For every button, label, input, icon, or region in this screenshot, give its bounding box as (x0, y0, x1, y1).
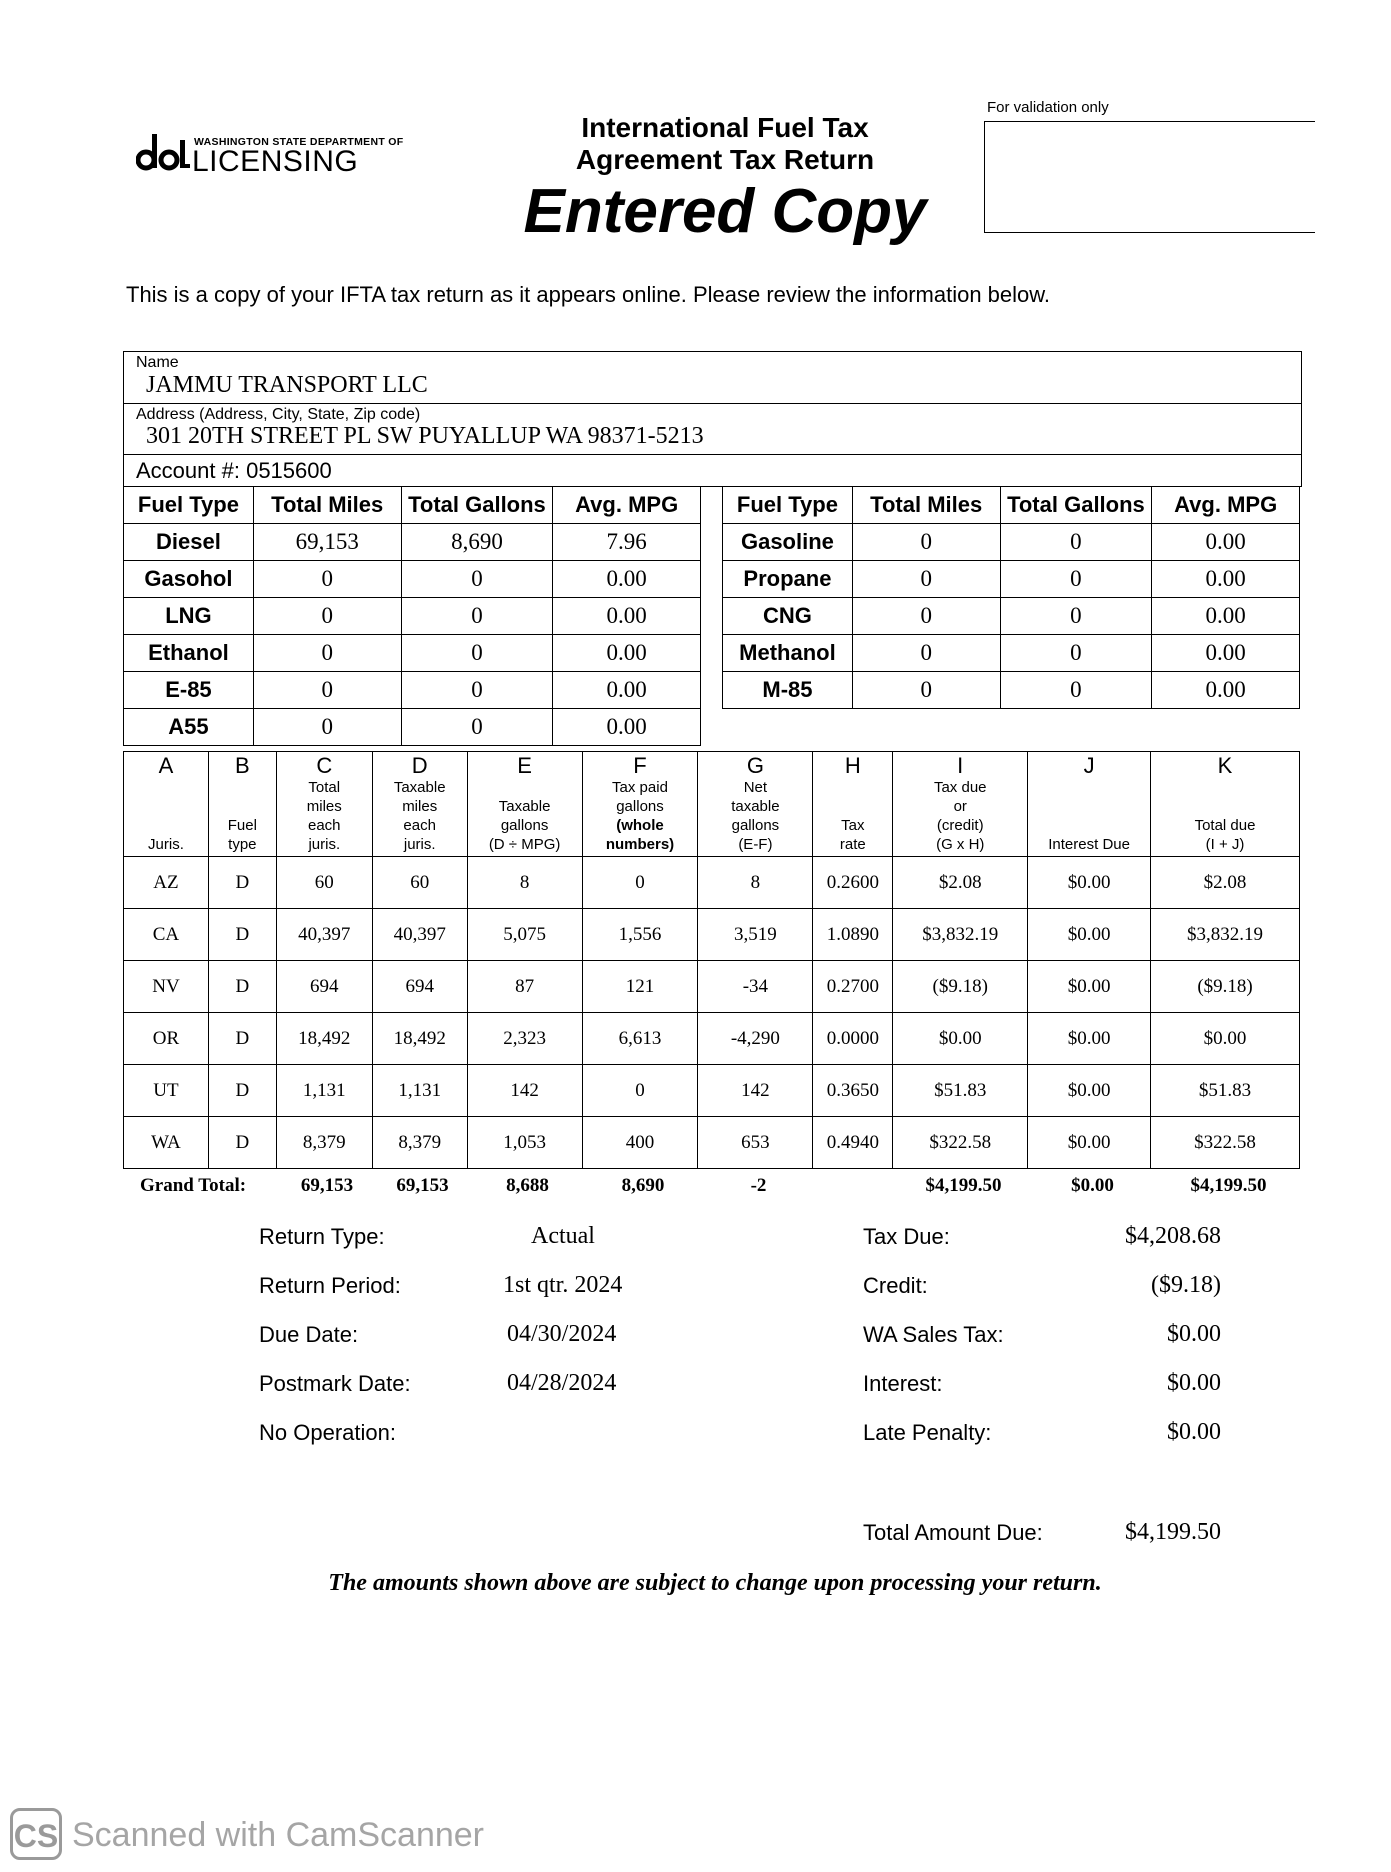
tax-rate-cell: 1.0890 (813, 909, 893, 961)
table-row (124, 1013, 1300, 1065)
total-gallons-cell: 0 (1000, 672, 1152, 709)
total-gallons-cell: 0 (1000, 635, 1152, 672)
total-due-cell: $322.58 (1151, 1117, 1300, 1169)
entered-copy-title: Entered Copy (523, 177, 927, 246)
tax-paid-gallons-cell: 0 (582, 857, 698, 909)
validation-box (984, 121, 1315, 233)
name-value: JAMMU TRANSPORT LLC (146, 372, 428, 398)
return-period-label: Return Period: (259, 1273, 401, 1298)
fuel-summary-right (722, 486, 1300, 709)
name-label: Name (136, 354, 179, 371)
column-letter: D (411, 753, 428, 778)
total-miles-cell: 694 (276, 961, 372, 1013)
fuel-type-cell: CNG (723, 598, 853, 635)
column-letter: B (235, 753, 250, 778)
camscanner-text: Scanned with CamScanner (72, 1816, 485, 1854)
jurisdiction-cell: CA (124, 909, 209, 961)
net-taxable-gallons-cell: 3,519 (698, 909, 813, 961)
total-miles-cell: 0 (253, 561, 401, 598)
fuel-column-header: Fuel Type (124, 487, 254, 524)
tax-due-cell: $322.58 (893, 1117, 1028, 1169)
interest-due-cell: $0.00 (1028, 1117, 1151, 1169)
taxable-miles-cell: 8,379 (372, 1117, 467, 1169)
grand-total-k: $4,199.50 (1190, 1175, 1267, 1196)
jurisdiction-cell: NV (124, 961, 209, 1013)
total-due-cell: $3,832.19 (1151, 909, 1300, 961)
fuel-row (124, 524, 701, 561)
fuel-column-header: Avg. MPG (553, 487, 701, 524)
table-row (124, 1117, 1300, 1169)
postmark-date-label: Postmark Date: (259, 1371, 411, 1396)
avg-mpg-cell: 0.00 (553, 598, 701, 635)
taxable-miles-cell: 18,492 (372, 1013, 467, 1065)
fuel-row (723, 524, 1300, 561)
fuel-column-header: Total Miles (253, 487, 401, 524)
grand-total-f: 8,690 (621, 1175, 665, 1196)
grand-total-e: 8,688 (506, 1175, 549, 1196)
tax-due-cell: $0.00 (893, 1013, 1028, 1065)
validation-label: For validation only (987, 99, 1109, 116)
due-date-label: Due Date: (259, 1322, 359, 1347)
tax-due-value: $4,208.68 (1125, 1223, 1221, 1249)
logo-department-text: WASHINGTON STATE DEPARTMENT OF (194, 136, 404, 148)
column-description: Total miles each juris. (306, 779, 342, 853)
fuel-row (124, 598, 701, 635)
account-label: Account #: (136, 458, 240, 483)
total-due-cell: $0.00 (1151, 1013, 1300, 1065)
column-header-d (372, 752, 467, 857)
dol-logo-icon (136, 128, 190, 172)
interest-label: Interest: (863, 1371, 943, 1396)
total-miles-cell: 0 (253, 635, 401, 672)
total-miles-cell: 0 (253, 598, 401, 635)
grand-total-g: -2 (750, 1175, 767, 1196)
column-header-h (813, 752, 893, 857)
tax-rate-cell: 0.3650 (813, 1065, 893, 1117)
jurisdiction-cell: OR (124, 1013, 209, 1065)
column-description-bottom: Interest Due (1048, 836, 1130, 853)
taxpayer-info (123, 351, 1302, 487)
avg-mpg-cell: 0.00 (553, 709, 701, 746)
total-gallons-cell: 8,690 (401, 524, 553, 561)
column-header-c (276, 752, 372, 857)
total-gallons-cell: 0 (401, 598, 553, 635)
total-miles-cell: 0 (852, 635, 1000, 672)
tax-due-cell: $3,832.19 (893, 909, 1028, 961)
jurisdiction-table (123, 751, 1300, 1169)
tax-due-label: Tax Due: (863, 1224, 950, 1249)
avg-mpg-cell: 0.00 (553, 672, 701, 709)
column-header-b (208, 752, 276, 857)
column-header-k (1151, 752, 1300, 857)
column-header-j (1028, 752, 1151, 857)
total-due-cell: $2.08 (1151, 857, 1300, 909)
column-letter: H (844, 753, 861, 778)
net-taxable-gallons-cell: 653 (698, 1117, 813, 1169)
taxable-miles-cell: 1,131 (372, 1065, 467, 1117)
fuel-row (723, 672, 1300, 709)
wa-sales-tax-value: $0.00 (1167, 1321, 1221, 1347)
total-gallons-cell: 0 (401, 561, 553, 598)
fuel-column-header: Total Miles (852, 487, 1000, 524)
fuel-type-cell: Gasoline (723, 524, 853, 561)
jurisdiction-header-row (124, 752, 1300, 857)
total-due-cell: ($9.18) (1151, 961, 1300, 1013)
avg-mpg-cell: 0.00 (553, 561, 701, 598)
avg-mpg-cell: 0.00 (1152, 672, 1300, 709)
fuel-column-header: Avg. MPG (1152, 487, 1300, 524)
form-title-line1: International Fuel Tax (581, 112, 869, 143)
column-description-bottom: Juris. (148, 836, 184, 853)
column-letter: C (316, 753, 333, 778)
total-miles-cell: 0 (852, 524, 1000, 561)
fuel-type-cell: Methanol (723, 635, 853, 672)
column-header-f (582, 752, 698, 857)
taxable-gallons-cell: 1,053 (467, 1117, 582, 1169)
avg-mpg-cell: 0.00 (1152, 635, 1300, 672)
late-penalty-value: $0.00 (1167, 1419, 1221, 1445)
total-gallons-cell: 0 (1000, 524, 1152, 561)
column-header-i (893, 752, 1028, 857)
grand-total-i: $4,199.50 (925, 1175, 1002, 1196)
column-letter: G (746, 753, 764, 778)
fuel-row (723, 635, 1300, 672)
interest-due-cell: $0.00 (1028, 857, 1151, 909)
fuel-header-row (723, 487, 1300, 524)
taxable-gallons-cell: 8 (467, 857, 582, 909)
tax-due-cell: $51.83 (893, 1065, 1028, 1117)
form-title (500, 112, 950, 176)
grand-total-d: 69,153 (396, 1175, 449, 1196)
column-description-bottom: (whole numbers) (605, 817, 675, 853)
taxable-gallons-cell: 5,075 (467, 909, 582, 961)
avg-mpg-cell: 0.00 (1152, 524, 1300, 561)
column-letter: A (158, 753, 174, 778)
grand-total-c: 69,153 (300, 1175, 354, 1196)
fuel-column-header: Total Gallons (401, 487, 553, 524)
fuel-row (124, 672, 701, 709)
tax-paid-gallons-cell: 0 (582, 1065, 698, 1117)
total-due-cell: $51.83 (1151, 1065, 1300, 1117)
address-value: 301 20TH STREET PL SW PUYALLUP WA 98371-5213 (146, 423, 704, 449)
tax-paid-gallons-cell: 400 (582, 1117, 698, 1169)
table-row (124, 1065, 1300, 1117)
column-header-g (698, 752, 813, 857)
total-miles-cell: 0 (253, 672, 401, 709)
total-miles-cell: 0 (253, 709, 401, 746)
wa-sales-tax-label: WA Sales Tax: (863, 1322, 1004, 1347)
taxable-miles-cell: 60 (372, 857, 467, 909)
fuel-type-cell: A55 (124, 709, 254, 746)
column-letter: F (633, 753, 647, 778)
column-description: Net taxable gallons (E-F) (731, 779, 780, 853)
fuel-type-cell: LNG (124, 598, 254, 635)
fuel-summary-left (123, 486, 701, 746)
total-gallons-cell: 0 (401, 635, 553, 672)
column-header-a (124, 752, 209, 857)
total-miles-cell: 18,492 (276, 1013, 372, 1065)
column-description-bottom: Fuel type (227, 817, 257, 853)
jurisdiction-cell: AZ (124, 857, 209, 909)
taxable-miles-cell: 694 (372, 961, 467, 1013)
table-row (124, 857, 1300, 909)
total-miles-cell: 0 (852, 672, 1000, 709)
total-miles-cell: 1,131 (276, 1065, 372, 1117)
form-title-line2: Agreement Tax Return (575, 144, 875, 175)
return-type-value: Actual (531, 1223, 595, 1249)
column-description-bottom: Tax rate (839, 817, 866, 853)
total-miles-cell: 0 (852, 598, 1000, 635)
jurisdiction-cell: WA (124, 1117, 209, 1169)
avg-mpg-cell: 7.96 (553, 524, 701, 561)
taxable-gallons-cell: 142 (467, 1065, 582, 1117)
no-operation-label: No Operation: (259, 1420, 396, 1445)
fuel-type-cell: Propane (723, 561, 853, 598)
avg-mpg-cell: 0.00 (553, 635, 701, 672)
jurisdiction-cell: UT (124, 1065, 209, 1117)
net-taxable-gallons-cell: -4,290 (698, 1013, 813, 1065)
address-label: Address (Address, City, State, Zip code) (136, 406, 421, 423)
interest-due-cell: $0.00 (1028, 909, 1151, 961)
intro-text: This is a copy of your IFTA tax return as it appears online. Please review the information below. (126, 282, 1051, 307)
total-amount-due-value: $4,199.50 (1125, 1519, 1221, 1545)
avg-mpg-cell: 0.00 (1152, 561, 1300, 598)
tax-paid-gallons-cell: 6,613 (582, 1013, 698, 1065)
total-miles-cell: 40,397 (276, 909, 372, 961)
column-letter: I (957, 753, 964, 778)
fuel-row (723, 561, 1300, 598)
total-miles-cell: 60 (276, 857, 372, 909)
avg-mpg-cell: 0.00 (1152, 598, 1300, 635)
tax-rate-cell: 0.2600 (813, 857, 893, 909)
return-type-label: Return Type: (259, 1224, 385, 1249)
return-period-value: 1st qtr. 2024 (503, 1272, 623, 1298)
taxable-miles-cell: 40,397 (372, 909, 467, 961)
fuel-type-cell: M-85 (723, 672, 853, 709)
credit-value: ($9.18) (1151, 1272, 1221, 1298)
taxable-gallons-cell: 2,323 (467, 1013, 582, 1065)
name-row (124, 352, 1301, 404)
total-miles-cell: 8,379 (276, 1117, 372, 1169)
fuel-type-cell: E-85 (124, 672, 254, 709)
column-description: Tax paid gallons (612, 779, 668, 815)
column-description: Taxable miles each juris. (393, 779, 446, 853)
tax-due-cell: ($9.18) (893, 961, 1028, 1013)
tax-paid-gallons-cell: 1,556 (582, 909, 698, 961)
table-row (124, 961, 1300, 1013)
fuel-row (124, 635, 701, 672)
fuel-row (124, 561, 701, 598)
total-gallons-cell: 0 (1000, 561, 1152, 598)
total-gallons-cell: 0 (401, 709, 553, 746)
camscanner-logo-icon: CS (10, 1808, 62, 1860)
address-row (124, 404, 1301, 455)
tax-paid-gallons-cell: 121 (582, 961, 698, 1013)
interest-due-cell: $0.00 (1028, 1065, 1151, 1117)
due-date-value: 04/30/2024 (507, 1321, 617, 1347)
net-taxable-gallons-cell: 8 (698, 857, 813, 909)
late-penalty-label: Late Penalty: (863, 1420, 992, 1445)
table-row (124, 909, 1300, 961)
fuel-type-cell: D (208, 857, 276, 909)
credit-label: Credit: (863, 1273, 928, 1298)
interest-value: $0.00 (1167, 1370, 1221, 1396)
column-description: Tax due or (credit) (G x H) (933, 779, 987, 853)
dol-logo (136, 128, 404, 178)
disclaimer-text: The amounts shown above are subject to change upon processing your return. (328, 1570, 1102, 1596)
total-gallons-cell: 0 (401, 672, 553, 709)
account-number: 0515600 (246, 458, 332, 483)
fuel-type-cell: D (208, 909, 276, 961)
fuel-type-cell: D (208, 1065, 276, 1117)
fuel-column-header: Fuel Type (723, 487, 853, 524)
fuel-type-cell: D (208, 1117, 276, 1169)
column-header-e (467, 752, 582, 857)
grand-total-label: Grand Total: (140, 1175, 247, 1196)
postmark-date-value: 04/28/2024 (507, 1370, 617, 1396)
fuel-type-cell: Diesel (124, 524, 254, 561)
column-letter: K (1217, 753, 1233, 778)
taxable-gallons-cell: 87 (467, 961, 582, 1013)
fuel-type-cell: Gasohol (124, 561, 254, 598)
grand-total-j: $0.00 (1071, 1175, 1114, 1196)
fuel-column-header: Total Gallons (1000, 487, 1152, 524)
fuel-type-cell: Ethanol (124, 635, 254, 672)
interest-due-cell: $0.00 (1028, 1013, 1151, 1065)
fuel-header-row (124, 487, 701, 524)
fuel-row (723, 598, 1300, 635)
fuel-type-cell: D (208, 1013, 276, 1065)
total-gallons-cell: 0 (1000, 598, 1152, 635)
total-amount-due-label: Total Amount Due: (863, 1520, 1043, 1545)
fuel-row (124, 709, 701, 746)
logo-licensing-text: LICENSING (192, 145, 359, 178)
total-miles-cell: 0 (852, 561, 1000, 598)
net-taxable-gallons-cell: -34 (698, 961, 813, 1013)
account-row (136, 458, 332, 484)
tax-rate-cell: 0.2700 (813, 961, 893, 1013)
tax-due-cell: $2.08 (893, 857, 1028, 909)
tax-rate-cell: 0.0000 (813, 1013, 893, 1065)
interest-due-cell: $0.00 (1028, 961, 1151, 1013)
column-letter: E (517, 753, 532, 778)
column-letter: J (1083, 753, 1095, 778)
net-taxable-gallons-cell: 142 (698, 1065, 813, 1117)
tax-rate-cell: 0.4940 (813, 1117, 893, 1169)
column-description-bottom: Total due (I + J) (1194, 817, 1256, 853)
total-miles-cell: 69,153 (253, 524, 401, 561)
column-description-bottom: Taxable gallons (D ÷ MPG) (488, 798, 561, 853)
fuel-type-cell: D (208, 961, 276, 1013)
